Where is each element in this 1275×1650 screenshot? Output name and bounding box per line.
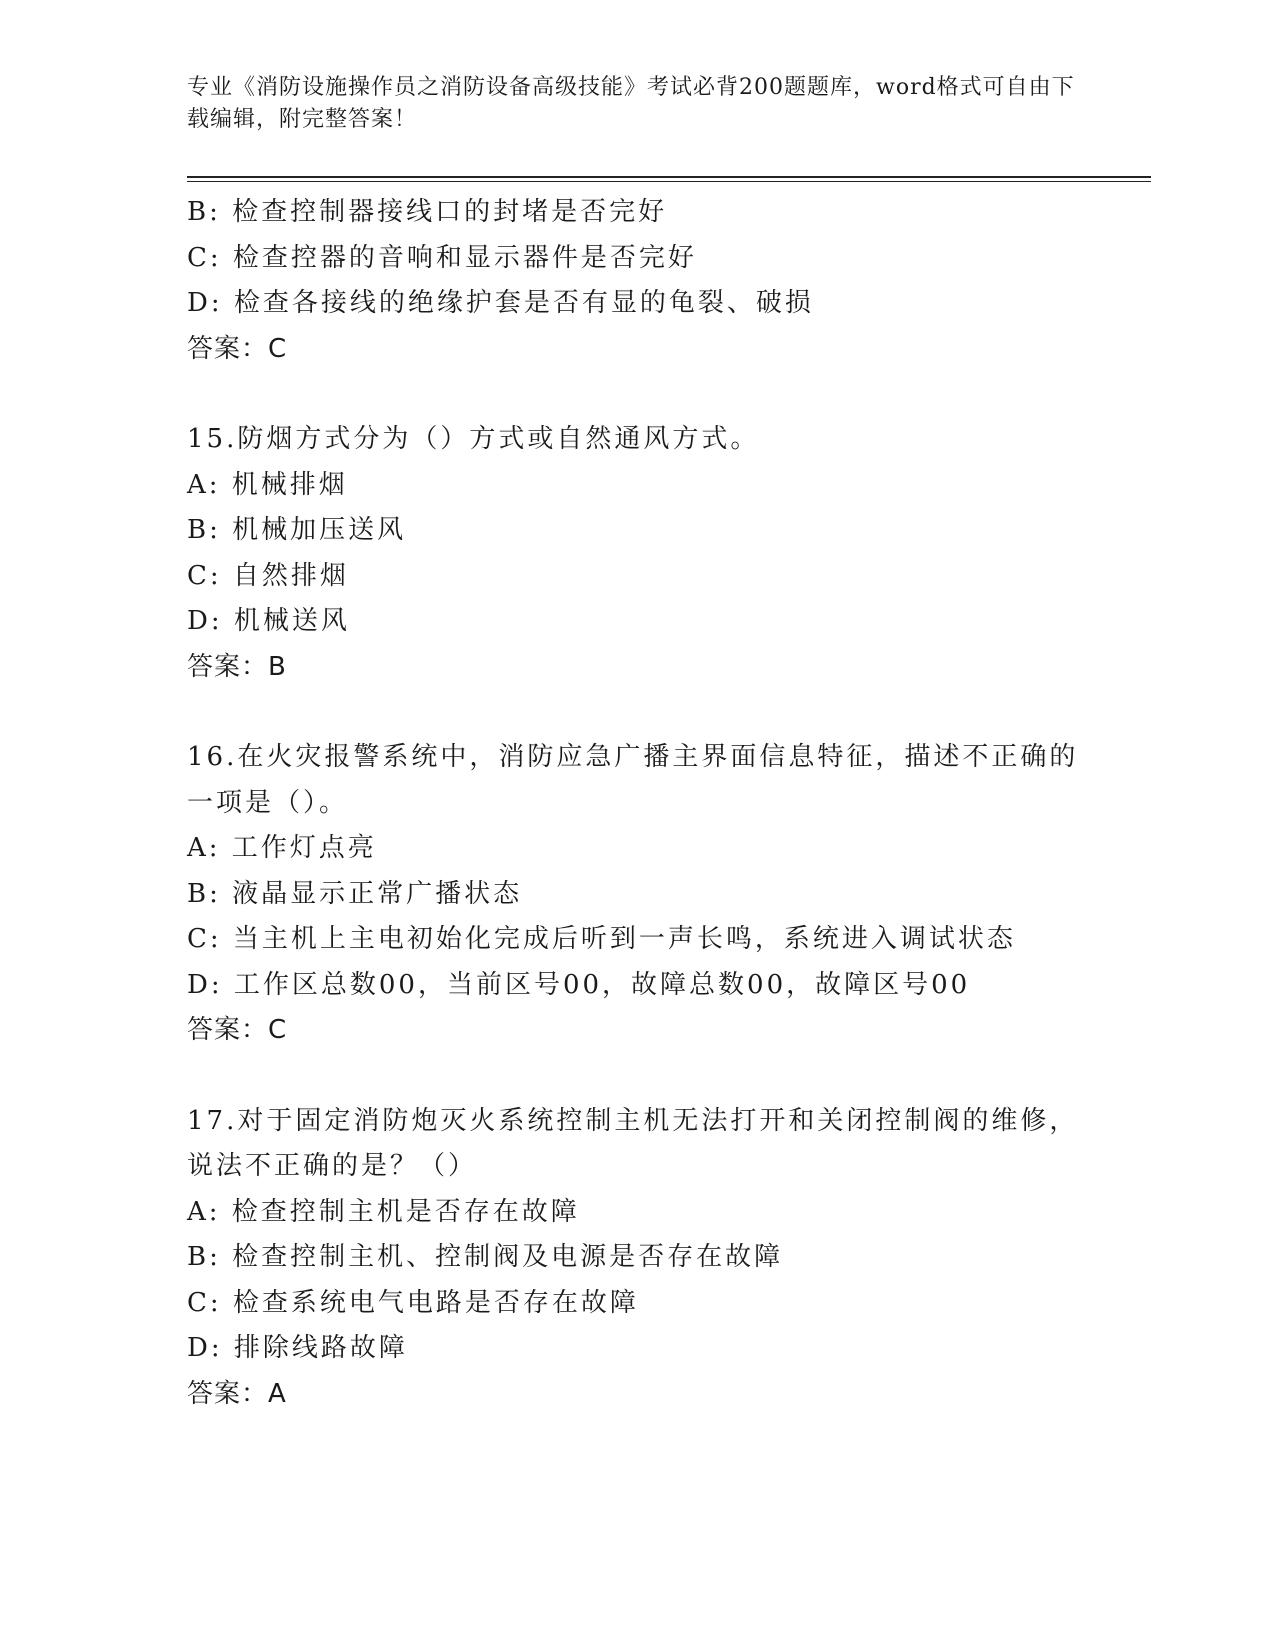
question-17 [187, 1099, 1087, 1418]
option-a: A: 工作灯点亮 [187, 833, 377, 863]
answer: 答案：B [187, 651, 287, 682]
question-content [187, 190, 1087, 1417]
document-header: 专业《消防设施操作员之消防设备高级技能》考试必背200题题库，word格式可自由下载编辑，附完整答案！ [187, 75, 1075, 132]
option-a: A: 机械排烟 [187, 469, 348, 500]
answer: 答案：C [187, 333, 288, 364]
option-d: D: 排除线路故障 [187, 1333, 408, 1363]
question-stem: 16.在火灾报警系统中，消防应急广播主界面信息特征，描述不正确的一项是（）。 [187, 742, 1079, 818]
option-d: D: 机械送风 [187, 606, 350, 636]
option-b: B: 检查控制器接线口的封堵是否完好 [187, 197, 668, 227]
option-c: C: 检查控器的音响和显示器件是否完好 [187, 242, 697, 273]
question-14-tail [187, 190, 1087, 372]
spacer [187, 690, 1087, 735]
option-a: A: 检查控制主机是否存在故障 [187, 1196, 580, 1227]
option-d: D: 检查各接线的绝缘护套是否有显的龟裂、破损 [187, 288, 814, 318]
answer: 答案：A [187, 1378, 287, 1409]
option-d: D: 工作区总数00，当前区号00，故障总数00，故障区号00 [187, 969, 971, 1000]
question-16 [187, 735, 1087, 1054]
option-c: C: 检查系统电气电路是否存在故障 [187, 1287, 639, 1318]
question-stem: 17.对于固定消防炮灭火系统控制主机无法打开和关闭控制阀的维修，说法不正确的是？（） [187, 1105, 1079, 1181]
option-b: B: 机械加压送风 [187, 515, 407, 545]
answer: 答案：C [187, 1015, 288, 1045]
spacer [187, 372, 1087, 417]
header-rule-thin [187, 181, 1151, 182]
option-b: B: 检查控制主机、控制阀及电源是否存在故障 [187, 1242, 784, 1272]
option-c: C: 自然排烟 [187, 560, 349, 591]
question-15 [187, 417, 1087, 690]
header-rule-thick [187, 176, 1151, 178]
option-c: C: 当主机上主电初始化完成后听到一声长鸣，系统进入调试状态 [187, 924, 1016, 954]
spacer [187, 1054, 1087, 1099]
option-b: B: 液晶显示正常广播状态 [187, 878, 523, 909]
question-stem: 15.防烟方式分为（）方式或自然通风方式。 [187, 424, 760, 454]
